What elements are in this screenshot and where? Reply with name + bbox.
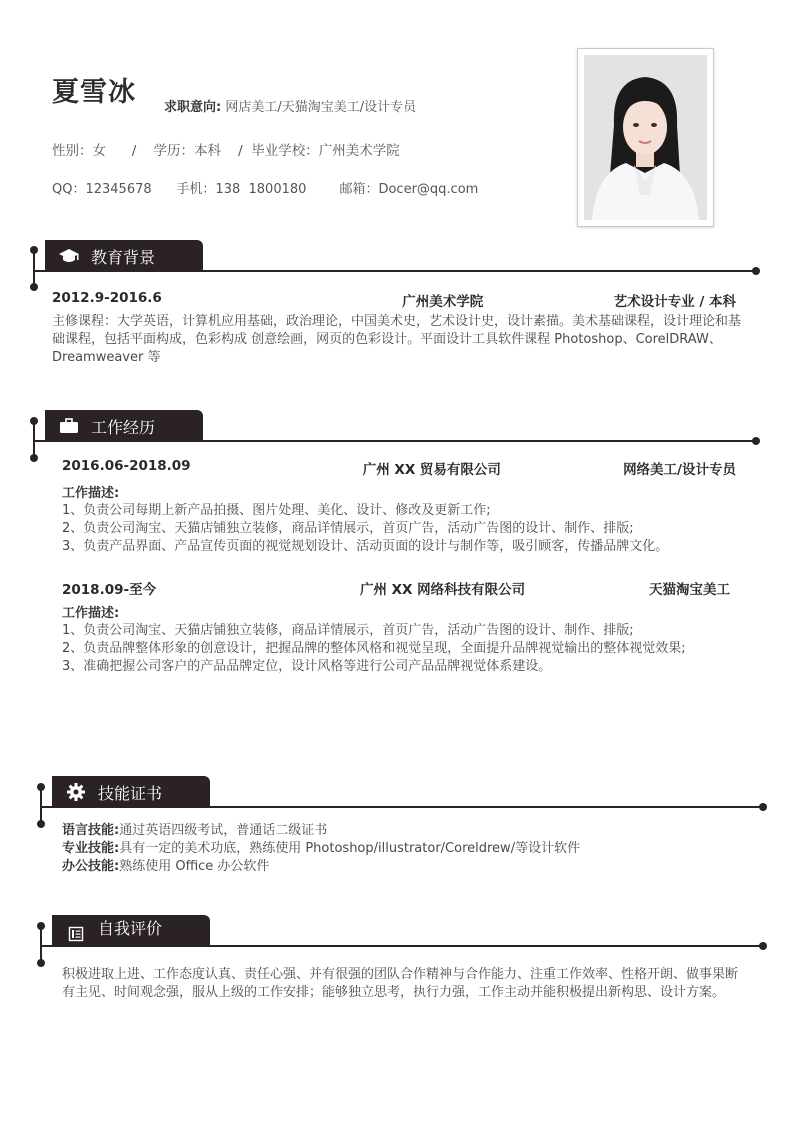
self-divider-end-dot: [759, 942, 767, 950]
self-section-header: [52, 915, 210, 947]
self-evaluation-text: 积极进取上进、工作态度认真、责任心强、并有很强的团队合作精神与合作能力、注重工作效率、性格开朗、做事果断有主见、时间观念强，服从上级的工作安排；能够独立思考，执行力强，工作主动并能积极提出新构思、设计方案。: [62, 967, 739, 1000]
skill-label: 专业技能:: [62, 841, 120, 856]
objective-label: 求职意向:: [164, 100, 222, 115]
job-position: 天猫淘宝美工: [649, 582, 730, 598]
skill-value: 具有一定的美术功底，熟练使用 Photoshop/illustrator/Coreldrew/等设计软件: [119, 841, 581, 856]
skill-value: 通过英语四级考试，普通话二级证书: [119, 823, 328, 838]
job-period: 2018.09-至今: [62, 582, 157, 598]
education-row: [52, 290, 736, 310]
work-timeline-vline: [33, 421, 35, 457]
self-section-title: 自我评价: [98, 919, 163, 938]
work-dot-bottom: [30, 454, 38, 462]
basic-info-line: 性别：女 / 学历：本科 / 毕业学校：广州美术学院: [52, 143, 400, 159]
job-desc-item: 2、负责公司淘宝、天猫店铺独立装修，商品详情展示，首页广告，活动广告图的设计、制作、排版;: [62, 521, 634, 536]
work-dot-top: [30, 417, 38, 425]
education-timeline-vline: [33, 250, 35, 286]
job-desc-item: 1、负责公司每期上新产品拍摄、图片处理、美化、设计、修改及更新工作;: [62, 503, 491, 518]
notebook-icon: [62, 926, 90, 942]
skill-item: [62, 840, 762, 858]
job-company: 广州 XX 贸易有限公司: [362, 462, 501, 478]
job-desc-item: 2、负责品牌整体形象的创意设计，把握品牌的整体风格和视觉呈现，全面提升品牌视觉输出的整体视觉效果;: [62, 641, 686, 656]
skill-label: 语言技能:: [62, 823, 120, 838]
job-objective: [164, 96, 416, 115]
skill-value: 熟练使用 Office 办公软件: [119, 859, 270, 874]
self-timeline-vline: [40, 926, 42, 962]
skill-item: [62, 822, 762, 840]
gear-icon: [62, 783, 90, 801]
profile-photo-frame: [577, 48, 714, 227]
job-position: 网络美工/设计专员: [623, 462, 736, 478]
education-dot-top: [30, 246, 38, 254]
education-courses: 主修课程：大学英语，计算机应用基础，政治理论，中国美术史，艺术设计史，设计素描。美术基础课程，设计理论和基础课程，包括平面构成，色彩构成 创意绘画，网页的色彩设计。平面设计工具软件课程 Photoshop、CorelDRAW、Dreamweaver 等: [52, 314, 742, 365]
objective-value: 网店美工/天猫淘宝美工/设计专员: [225, 100, 417, 115]
education-period: 2012.9-2016.6: [52, 290, 162, 306]
graduation-cap-icon: [55, 248, 83, 264]
profile-photo: [584, 55, 707, 220]
skills-section-title: 技能证书: [98, 783, 163, 803]
job-company: 广州 XX 网络科技有限公司: [359, 582, 526, 598]
job-desc-list: [62, 622, 772, 676]
self-dot-bottom: [37, 959, 45, 967]
work-section-header: [45, 410, 203, 442]
skills-section-header: [52, 776, 210, 808]
skills-timeline-vline: [40, 787, 42, 823]
job-desc-label: 工作描述:: [62, 486, 120, 501]
contact-info-line: QQ：12345678 手机：138 1800180 邮箱：Docer@qq.com: [52, 182, 479, 197]
job-desc-item: 3、负责产品界面、产品宣传页面的视觉规划设计、活动页面的设计与制作等，吸引顾客，传播品牌文化。: [62, 539, 669, 554]
skills-list: [62, 822, 762, 876]
job-desc-item: 1、负责公司淘宝、天猫店铺独立装修，商品详情展示，首页广告，活动广告图的设计、制作、排版;: [62, 623, 634, 638]
education-dot-bottom: [30, 283, 38, 291]
education-major: 艺术设计专业 / 本科: [613, 294, 736, 310]
education-section-title: 教育背景: [91, 247, 156, 267]
candidate-name: 夏雪冰: [52, 77, 136, 108]
education-school: 广州美术学院: [402, 294, 484, 310]
education-section-header: [45, 240, 203, 272]
skills-dot-top: [37, 783, 45, 791]
job-desc-list: [62, 502, 762, 556]
skill-item: [62, 858, 762, 876]
job-row: [62, 458, 736, 478]
work-divider-end-dot: [752, 437, 760, 445]
briefcase-icon: [55, 418, 83, 434]
skills-dot-bottom: [37, 820, 45, 828]
job-row: [62, 578, 730, 598]
job-period: 2016.06-2018.09: [62, 458, 191, 474]
job-desc-item: 3、准确把握公司客户的产品品牌定位，设计风格等进行公司产品品牌视觉体系建设。: [62, 659, 552, 674]
skills-divider-end-dot: [759, 803, 767, 811]
self-dot-top: [37, 922, 45, 930]
education-divider-end-dot: [752, 267, 760, 275]
job-desc-label: 工作描述:: [62, 606, 120, 621]
work-section-title: 工作经历: [91, 417, 156, 437]
skill-label: 办公技能:: [62, 859, 120, 874]
